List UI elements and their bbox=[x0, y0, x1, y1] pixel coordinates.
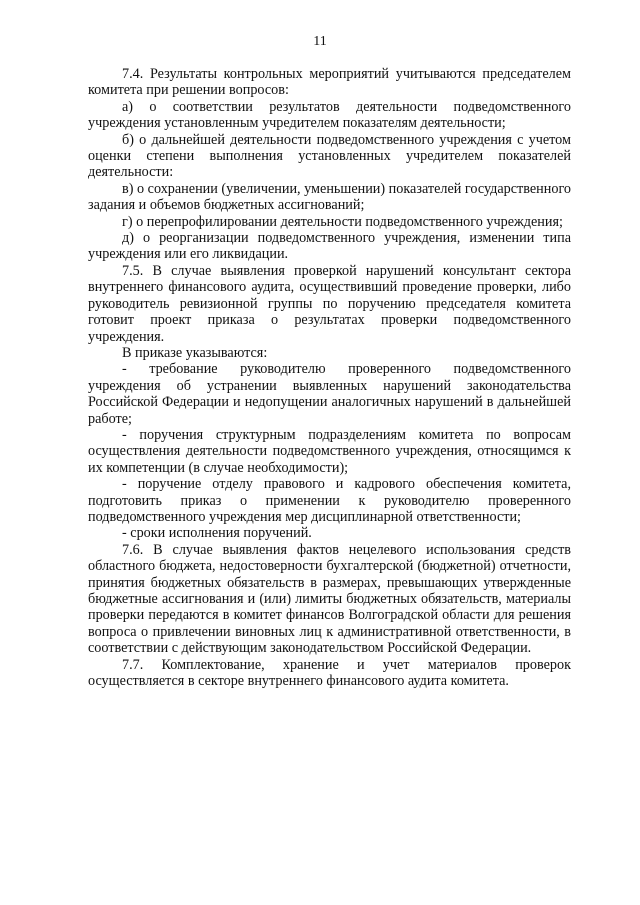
paragraph-7-7: 7.7. Комплектование, хранение и учет материалов проверок осуществляется в секторе внутреннего финансового аудита комитета. bbox=[88, 656, 571, 690]
paragraph-order-intro: В приказе указываются: bbox=[122, 344, 268, 361]
list-item-legal-department: - поручение отделу правового и кадрового обеспечения комитета, подготовить приказ о применении к руководителю проверенного подведомственного учреждения мер дисциплинарной ответственности; bbox=[88, 476, 571, 525]
paragraph-7-5: 7.5. В случае выявления проверкой нарушений консультант сектора внутреннего финансового аудита, осуществивший проведение проверки, либо руководитель ревизионной группы по поручению председателя комитета готовит проект приказа о результатах проверки подведомственного учреждения. bbox=[88, 262, 571, 345]
paragraph-7-4-b: б) о дальнейшей деятельности подведомственного учреждения с учетом оценки степени выполнения установленных учредителем показателей деятельности: bbox=[88, 131, 571, 181]
list-item-deadlines: - сроки исполнения поручений. bbox=[122, 525, 312, 542]
paragraph-7-4-a: а) о соответствии результатов деятельности подведомственного учреждения установленным учредителем показателям деятельности; bbox=[88, 98, 571, 132]
paragraph-7-4-v: в) о сохранении (увеличении, уменьшении) показателей государственного задания и объемов бюджетных ассигнований; bbox=[88, 180, 571, 214]
paragraph-7-4-d: д) о реорганизации подведомственного учреждения, изменении типа учреждения или его ликвидации. bbox=[88, 230, 571, 263]
paragraph-7-4-g: г) о перепрофилировании деятельности подведомственного учреждения; bbox=[122, 213, 563, 230]
document-body bbox=[88, 66, 571, 689]
list-item-requirement: - требование руководителю проверенного подведомственного учреждения об устранении выявленных нарушений законодательства Российской Федерации и недопущении аналогичных нарушений в дальнейшей работе; bbox=[88, 361, 571, 427]
page-number: 11 bbox=[313, 34, 327, 49]
list-item-instructions: - поручения структурным подразделениям комитета по вопросам осуществления деятельности подведомственного учреждения, относящимся к их компетенции (в случае необходимости); bbox=[88, 426, 571, 476]
paragraph-7-6: 7.6. В случае выявления фактов нецелевого использования средств областного бюджета, недостоверности бухгалтерской (бюджетной) отчетности, принятия бюджетных обязательств в размерах, превышающих утвержденные бюджетные ассигнования и (или) лимиты бюджетных обязательств, материалы проверки передаются в комитет финансов Волгоградской области для решения вопроса о привлечении виновных лиц к административной ответственности, в соответствии с действующим законодательством Российской Федерации. bbox=[88, 541, 571, 657]
paragraph-7-4: 7.4. Результаты контрольных мероприятий учитываются председателем комитета при решении вопросов: bbox=[88, 66, 571, 99]
